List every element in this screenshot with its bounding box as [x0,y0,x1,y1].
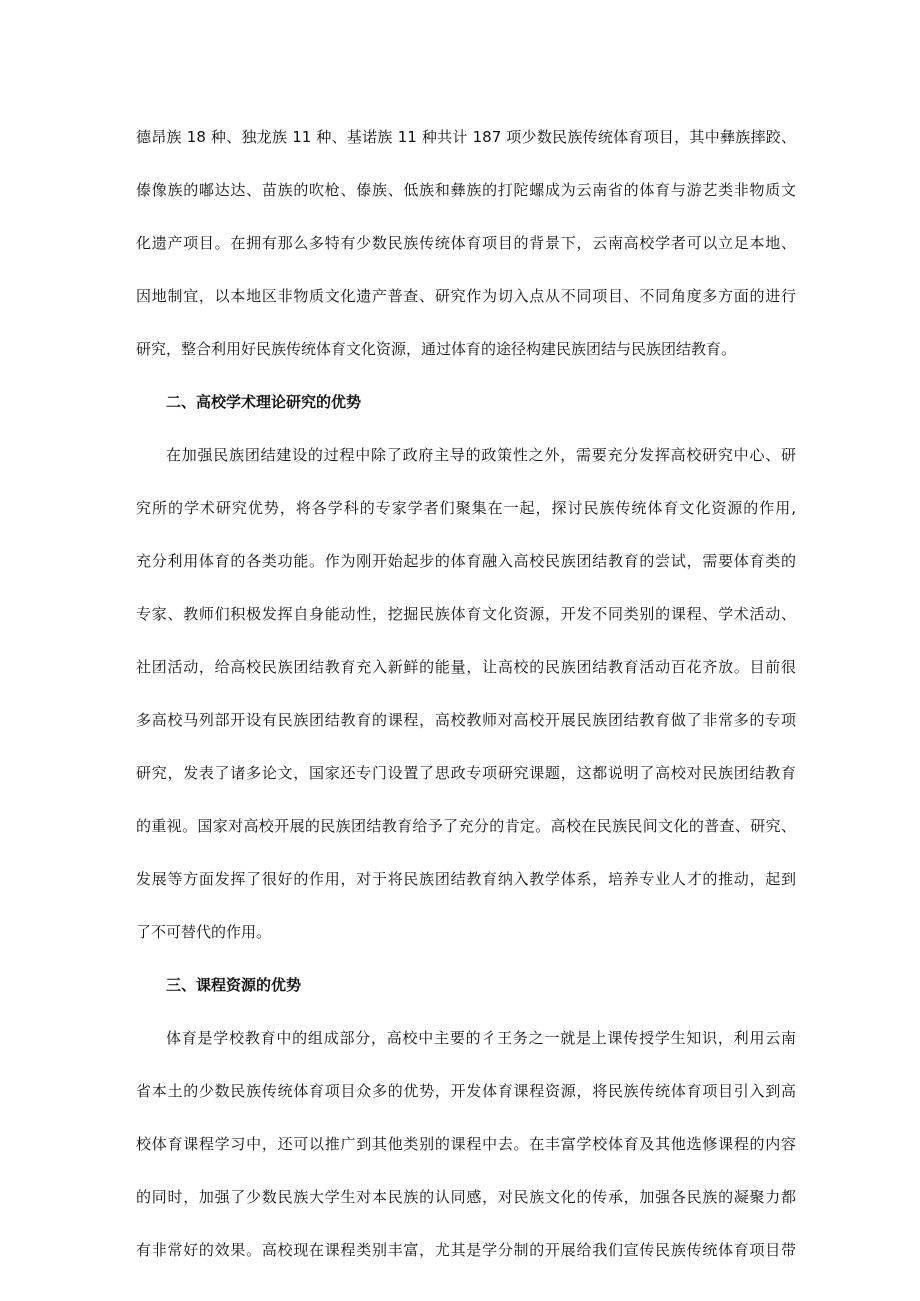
paragraph-3 [136,1024,796,1264]
paragraph-line: 体育是学校教育中的组成部分，高校中主要的彳王务之一就是上课传授学生知识，利用云南 [166,1029,796,1047]
paragraph-line: 多高校马列部开设有民族团结教育的课程，高校教师对高校开展民族团结教育做了非常多的专项 [136,711,796,729]
paragraph-line: 研究，整合利用好民族传统体育文化资源，通过体育的途径构建民族团结与民族团结教育。 [136,340,737,358]
paragraph-line: 有非常好的效果。高校现在课程类别丰富，尤其是学分制的开展给我们宣传民族传统体育项目带 [136,1241,796,1259]
document-page [136,123,796,1289]
paragraph-2 [136,441,796,946]
paragraph-line: 社团活动，给高校民族团结教育充入新鲜的能量，让高校的民族团结教育活动百花齐放。目前很 [136,658,796,676]
paragraph-line: 校体育课程学习中，还可以推广到其他类别的课程中去。在丰富学校体育及其他选修课程的内容 [136,1135,796,1153]
paragraph-line: 究所的学术研究优势，将各学科的专家学者们聚集在一起，探讨民族传统体育文化资源的作用, [136,499,796,517]
paragraph-line: 了不可替代的作用。 [136,923,272,941]
paragraph-line: 充分利用体育的各类功能。作为刚开始起步的体育融入高校民族团结教育的尝试，需要体育类的 [136,552,796,570]
paragraph-line: 专家、教师们积极发挥自身能动性，挖掘民族体育文化资源，开发不同类别的课程、学术活动、 [136,605,796,623]
paragraph-line: 在加强民族团结建设的过程中除了政府主导的政策性之外，需要充分发挥高校研究中心、研 [166,446,796,464]
paragraph-line: 的同时，加强了少数民族大学生对本民族的认同感，对民族文化的传承，加强各民族的凝聚力都 [136,1188,796,1206]
paragraph-line: 的重视。国家对高校开展的民族团结教育给予了充分的肯定。高校在民族民间文化的普查、研究、 [136,817,796,835]
paragraph-1 [136,123,796,363]
paragraph-line: 发展等方面发挥了很好的作用，对于将民族团结教育纳入教学体系，培养专业人才的推动，起到 [136,870,796,888]
paragraph-line: 研究，发表了诸多论文，国家还专门设置了思政专项研究课题，这都说明了高校对民族团结教育 [136,764,796,782]
paragraph-line: 因地制宜，以本地区非物质文化遗产普查、研究作为切入点从不同项目、不同角度多方面的进行 [136,287,796,305]
paragraph-line: 省本土的少数民族传统体育项目众多的优势，开发体育课程资源，将民族传统体育项目引入到高 [136,1082,796,1100]
section-heading-2: 二、高校学术理论研究的优势 [166,393,362,411]
section-heading-3: 三、课程资源的优势 [166,976,302,994]
paragraph-line: 化遗产项目。在拥有那么多特有少数民族传统体育项目的背景下，云南高校学者可以立足本地、 [136,234,796,252]
paragraph-line: 德昂族 18 种、独龙族 11 种、基诺族 11 种共计 187 项少数民族传统体育项目，其中彝族摔跤、 [136,128,796,146]
paragraph-line: 傣像族的嘟达达、苗族的吹枪、傣族、低族和彝族的打陀螺成为云南省的体育与游艺类非物质文 [136,181,796,199]
